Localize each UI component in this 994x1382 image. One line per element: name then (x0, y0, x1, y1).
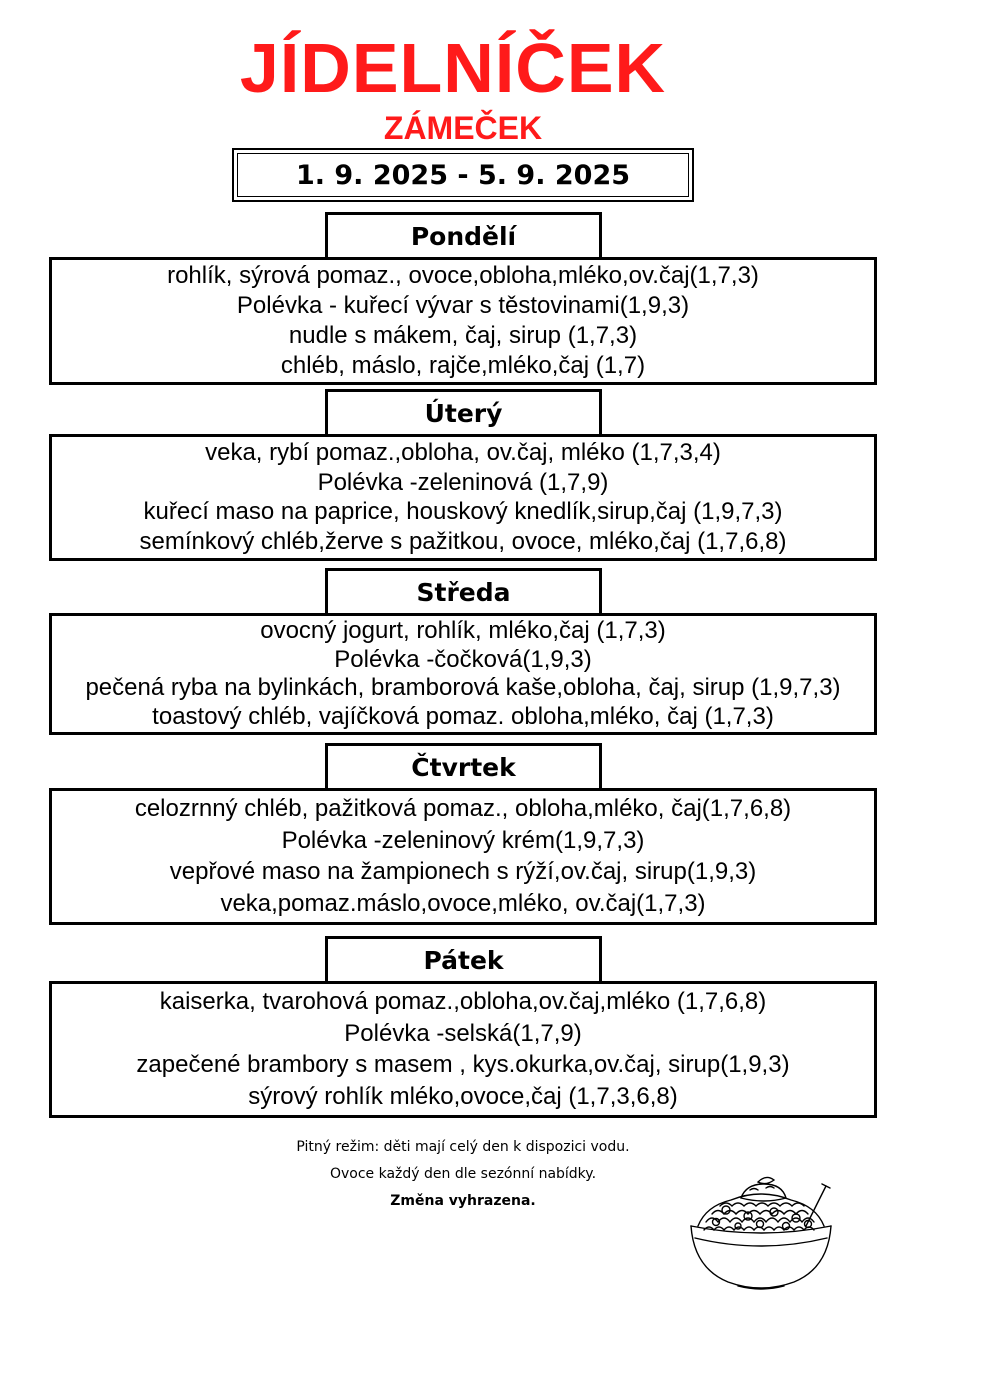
meal-item: vepřové maso na žampionech s rýží,ov.čaj, sirup(1,9,3) (169, 858, 757, 886)
page-subtitle: ZÁMEČEK (383, 110, 543, 146)
day-label-thursday: Čtvrtek (325, 743, 602, 789)
note-fruit: Ovoce každý den dle sezónní nabídky. (329, 1166, 597, 1182)
meal-item: sýrový rohlík mléko,ovoce,čaj (1,7,3,6,8) (248, 1083, 678, 1111)
note-change: Změna vyhrazena. (390, 1193, 536, 1209)
day-menu-thursday (49, 788, 877, 925)
day-label-monday: Pondělí (325, 212, 602, 258)
spaghetti-bowl-icon (686, 1176, 836, 1294)
meal-item: Polévka - kuřecí vývar s těstovinami(1,9,3) (236, 292, 690, 319)
meal-item: nudle s mákem, čaj, sirup (1,7,3) (288, 322, 638, 349)
day-label-friday: Pátek (325, 936, 602, 982)
date-range: 1. 9. 2025 - 5. 9. 2025 (237, 153, 689, 197)
day-menu-wednesday (49, 613, 877, 735)
date-range-box (232, 148, 694, 202)
meal-item: semínkový chléb,žerve s pažitkou, ovoce, mléko,čaj (1,7,6,8) (139, 528, 787, 556)
meal-item: pečená ryba na bylinkách, bramborová kaše,obloha, čaj, sirup (1,9,7,3) (85, 674, 841, 702)
meal-item: chléb, máslo, rajče,mléko,čaj (1,7) (280, 352, 646, 379)
page-title: JÍDELNÍČEK (239, 29, 667, 107)
day-menu-tuesday (49, 434, 877, 561)
meal-item: celozrnný chléb, pažitková pomaz., obloha,mléko, čaj(1,7,6,8) (134, 794, 792, 822)
day-menu-monday (49, 257, 877, 385)
meal-item: veka, rybí pomaz.,obloha, ov.čaj, mléko (1,7,3,4) (205, 438, 721, 466)
day-label-wednesday: Středa (325, 568, 602, 614)
meal-item: Polévka -zeleninová (1,7,9) (317, 468, 609, 496)
meal-item: kuřecí maso na paprice, houskový knedlík,sirup,čaj (1,9,7,3) (143, 498, 783, 526)
meal-item: Polévka -selská(1,7,9) (344, 1019, 582, 1047)
meal-item: kaiserka, tvarohová pomaz.,obloha,ov.čaj,mléko (1,7,6,8) (159, 987, 767, 1015)
meal-item: zapečené brambory s masem , kys.okurka,ov.čaj, sirup(1,9,3) (136, 1051, 790, 1079)
meal-item: Polévka -čočková(1,9,3) (334, 645, 592, 673)
note-drinking: Pitný režim: děti mají celý den k dispozici vodu. (296, 1139, 630, 1155)
meal-item: rohlík, sýrová pomaz., ovoce,obloha,mléko,ov.čaj(1,7,3) (167, 262, 759, 289)
meal-item: veka,pomaz.máslo,ovoce,mléko, ov.čaj(1,7,3) (220, 890, 706, 918)
meal-item: Polévka -zeleninový krém(1,9,7,3) (281, 826, 645, 854)
meal-item: ovocný jogurt, rohlík, mléko,čaj (1,7,3) (260, 616, 666, 644)
meal-item: toastový chléb, vajíčková pomaz. obloha,mléko, čaj (1,7,3) (152, 703, 774, 731)
day-label-tuesday: Úterý (325, 389, 602, 435)
day-menu-friday (49, 981, 877, 1118)
